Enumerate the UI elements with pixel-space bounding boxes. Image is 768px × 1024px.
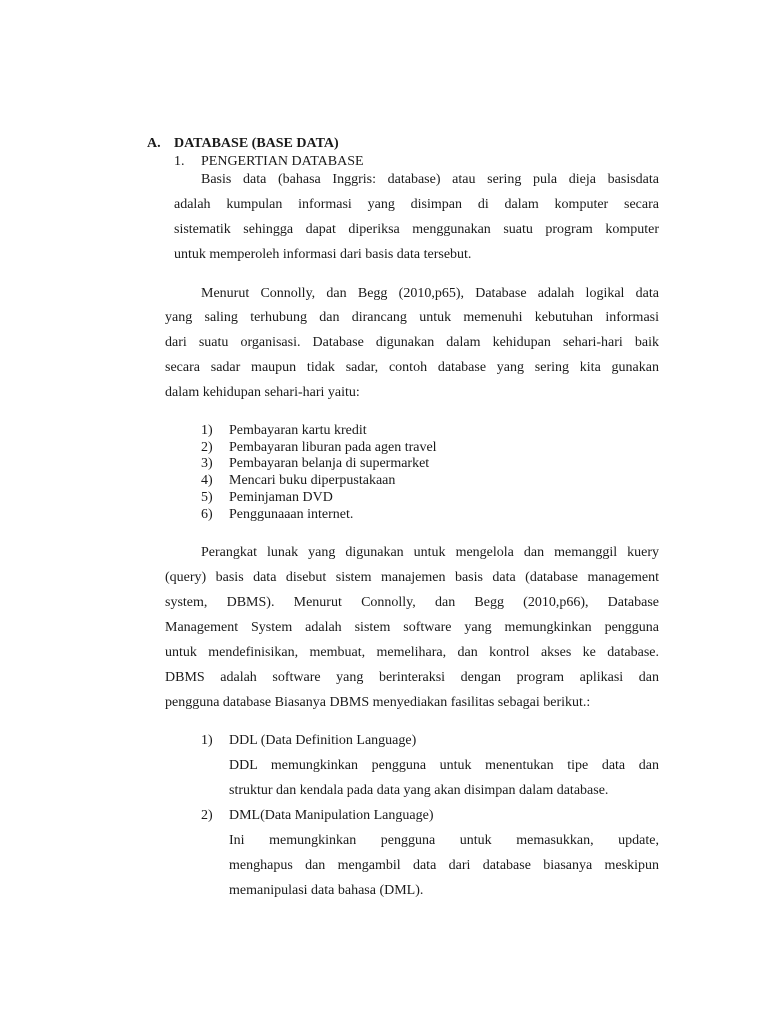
facility-desc-line: struktur dan kendala pada data yang akan disimpan dalam database. [229, 783, 609, 798]
facility-title: DML(Data Manipulation Language) [229, 808, 434, 823]
facility-desc-line: menghapus dan mengambil data dari database biasanya meskipun [229, 858, 659, 873]
para2-line: dari suatu organisasi. Database digunakan dalam kehidupan sehari-hari baik [165, 335, 659, 350]
para3-line: untuk mendefinisikan, membuat, memelihara, dan kontrol akses ke database. [165, 645, 659, 660]
para2-line: yang saling terhubung dan dirancang untuk memenuhi kebutuhan informasi [165, 310, 659, 325]
list-item: Pembayaran kartu kredit [229, 423, 367, 438]
list-item: Pembayaran liburan pada agen travel [229, 440, 437, 455]
list-item-marker: 1) [201, 423, 213, 438]
para1-line: adalah kumpulan informasi yang disimpan di dalam komputer secara [174, 197, 659, 212]
facility-marker: 2) [201, 808, 213, 823]
para3-line: system, DBMS). Menurut Connolly, dan Begg (2010,p66), Database [165, 595, 659, 610]
para3-line: DBMS adalah software yang berinteraksi dengan program aplikasi dan [165, 670, 659, 685]
list-item-marker: 5) [201, 490, 213, 505]
para2-line: dalam kehidupan sehari-hari yaitu: [165, 385, 360, 400]
facility-title: DDL (Data Definition Language) [229, 733, 417, 748]
subsection-title: PENGERTIAN DATABASE [201, 154, 364, 169]
para3-line: pengguna database Biasanya DBMS menyediakan fasilitas sebagai berikut.: [165, 695, 591, 710]
para1-line: Basis data (bahasa Inggris: database) atau sering pula dieja basisdata [201, 172, 659, 187]
list-item-marker: 2) [201, 440, 213, 455]
list-item-marker: 3) [201, 456, 213, 471]
para3-line: (query) basis data disebut sistem manajemen basis data (database management [165, 570, 659, 585]
list-item: Pembayaran belanja di supermarket [229, 456, 430, 471]
para1-line: sistematik sehingga dapat diperiksa menggunakan suatu program komputer [174, 222, 659, 237]
section-marker: A. [147, 136, 161, 151]
para3-line: Management System adalah sistem software yang memungkinkan pengguna [165, 620, 659, 635]
para2-line: secara sadar maupun tidak sadar, contoh database yang sering kita gunakan [165, 360, 659, 375]
facility-marker: 1) [201, 733, 213, 748]
para3-line: Perangkat lunak yang digunakan untuk mengelola dan memanggil kuery [201, 545, 659, 560]
para1-line: untuk memperoleh informasi dari basis data tersebut. [174, 247, 472, 262]
list-item: Mencari buku diperpustakaan [229, 473, 396, 488]
para2-line: Menurut Connolly, dan Begg (2010,p65), Database adalah logikal data [201, 286, 659, 301]
facility-desc-line: DDL memungkinkan pengguna untuk menentukan tipe data dan [229, 758, 659, 773]
subsection-marker: 1. [174, 154, 185, 169]
list-item-marker: 6) [201, 507, 213, 522]
facility-desc-line: Ini memungkinkan pengguna untuk memasukkan, update, [229, 833, 659, 848]
list-item-marker: 4) [201, 473, 213, 488]
facility-desc-line: memanipulasi data bahasa (DML). [229, 883, 424, 898]
section-title: DATABASE (BASE DATA) [174, 136, 339, 151]
list-item: Penggunaaan internet. [229, 507, 354, 522]
list-item: Peminjaman DVD [229, 490, 333, 505]
